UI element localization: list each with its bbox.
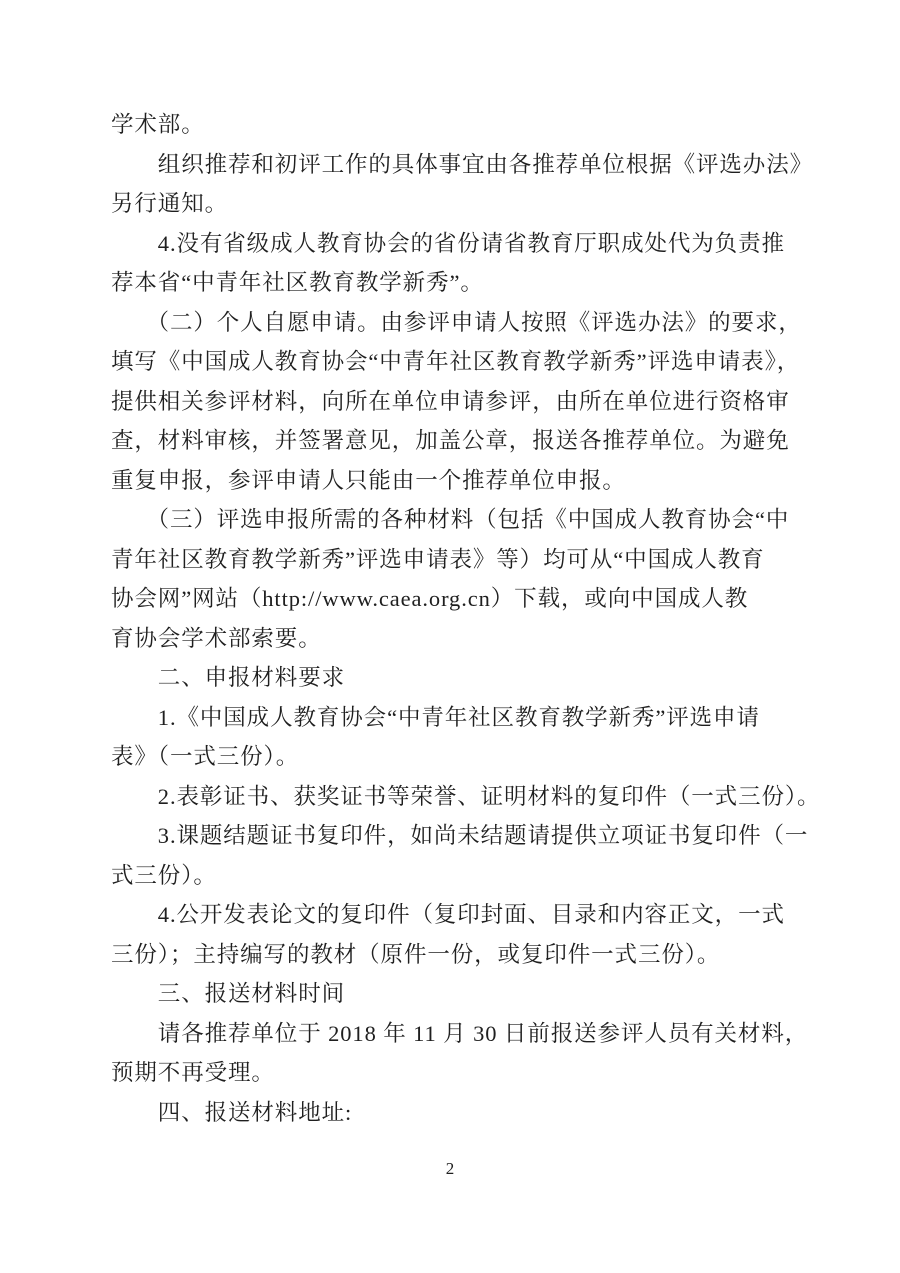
body-text-line: 青年社区教育教学新秀”评选申请表》等）均可从“中国成人教育	[111, 546, 765, 572]
body-text-line: 学术部。	[111, 112, 205, 137]
body-text-line: 组织推荐和初评工作的具体事宜由各推荐单位根据《评选办法》	[111, 151, 814, 177]
body-text-line: 查，材料审核，并签署意见，加盖公章，报送各推荐单位。为避免	[111, 428, 790, 453]
body-text-line: 请各推荐单位于 2018 年 11 月 30 日前报送参评人员有关材料，	[111, 1020, 809, 1046]
document-body	[111, 105, 821, 1132]
body-text-line: 式三份）。	[111, 862, 217, 888]
body-text-line: 表》（一式三份）。	[111, 744, 300, 769]
body-text-line: 育协会学术部索要。	[111, 625, 322, 651]
body-text-line: 荐本省“中青年社区教育教学新秀”。	[111, 270, 484, 295]
body-text-line: 4.公开发表论文的复印件（复印封面、目录和内容正文，一式	[111, 902, 785, 927]
body-text-line: 提供相关参评材料，向所在单位申请参评，由所在单位进行资格审	[111, 388, 790, 414]
body-text-line: 填写《中国成人教育协会“中青年社区教育教学新秀”评选申请表》，	[111, 349, 801, 374]
body-text-line: 三份）；主持编写的教材（原件一份，或复印件一式三份）。	[111, 941, 721, 967]
body-text-line: 1.《中国成人教育协会“中青年社区教育教学新秀”评选申请	[111, 704, 760, 730]
body-text-line: 3.课题结题证书复印件，如尚未结题请提供立项证书复印件（一	[111, 823, 809, 848]
body-text-line: 重复申报，参评申请人只能由一个推荐单位申报。	[111, 467, 626, 493]
page-number: 2	[445, 1159, 455, 1178]
section-heading-line: 四、报送材料地址:	[111, 1099, 353, 1125]
section-heading-line: 三、报送材料时间	[111, 981, 346, 1006]
body-text-line: （二）个人自愿申请。由参评申请人按照《评选办法》的要求，	[111, 309, 802, 335]
body-text-line: 预期不再受理。	[111, 1060, 275, 1085]
body-text-line: 2.表彰证书、获奖证书等荣誉、证明材料的复印件（一式三份）。	[111, 783, 821, 809]
body-text-line: 另行通知。	[111, 191, 229, 216]
body-text-line: 协会网”网站（http://www.caea.org.cn）下载，或向中国成人教	[111, 586, 749, 611]
body-text-line: 4.没有省级成人教育协会的省份请省教育厅职成处代为负责推	[111, 230, 785, 256]
body-text-line: （三）评选申报所需的各种材料（包括《中国成人教育协会“中	[111, 507, 790, 532]
section-heading-line: 二、申报材料要求	[111, 665, 346, 690]
